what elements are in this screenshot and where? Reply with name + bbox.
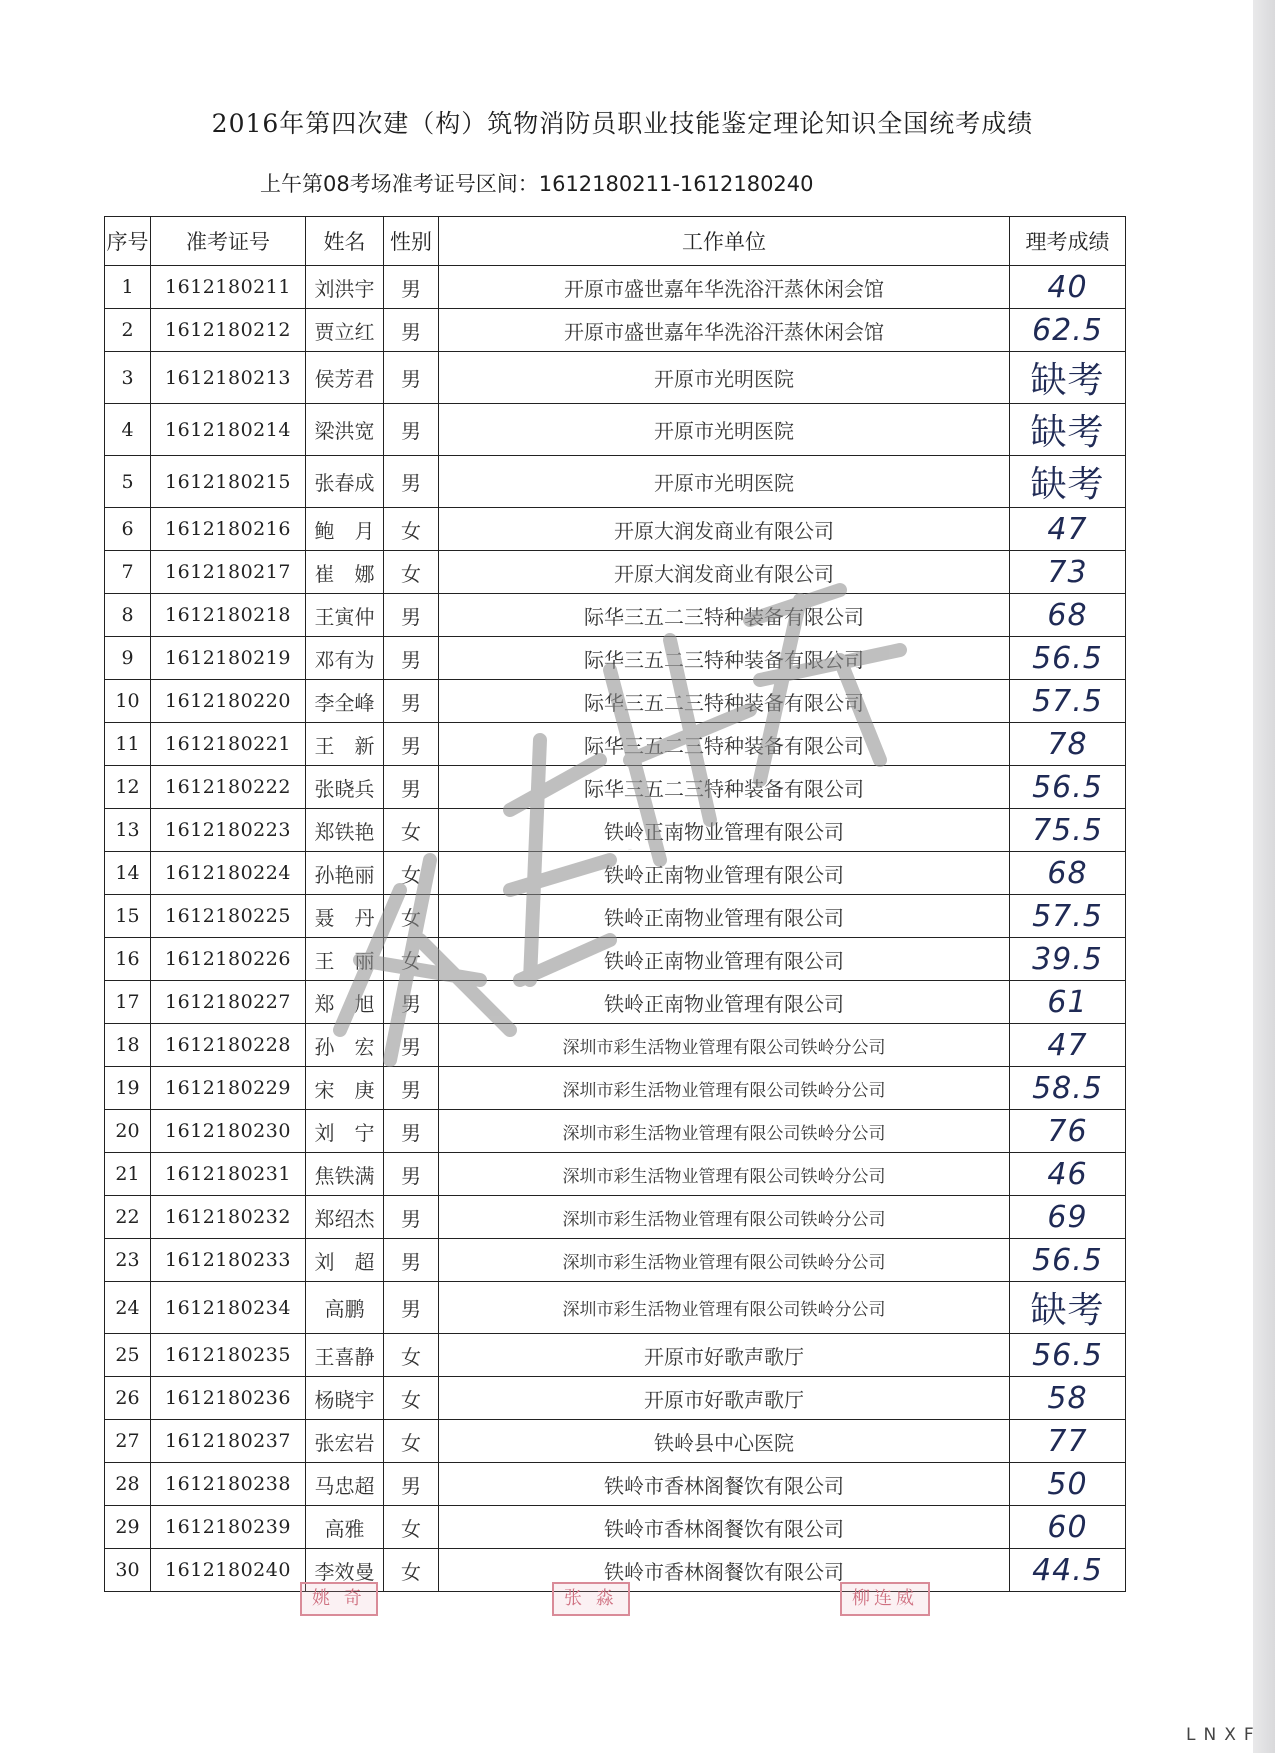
unit-cell: 铁岭县中心医院 [439, 1420, 1010, 1463]
score-cell: 61 [1010, 981, 1126, 1024]
scores-table [104, 216, 1126, 1592]
score-cell: 缺考 [1010, 352, 1126, 404]
table-row [105, 895, 1126, 938]
unit-cell: 深圳市彩生活物业管理有限公司铁岭分公司 [439, 1110, 1010, 1153]
row-number: 28 [105, 1463, 151, 1506]
score-cell: 47 [1010, 1024, 1126, 1067]
table-row [105, 1282, 1126, 1334]
row-number: 15 [105, 895, 151, 938]
row-number: 3 [105, 352, 151, 404]
score-cell: 58 [1010, 1377, 1126, 1420]
unit-cell: 际华三五二三特种装备有限公司 [439, 680, 1010, 723]
gender-cell: 男 [384, 723, 439, 766]
score-cell: 76 [1010, 1110, 1126, 1153]
row-number: 4 [105, 404, 151, 456]
corner-mark: LNXF [1186, 1725, 1262, 1745]
table-row [105, 551, 1126, 594]
exam-id-cell: 1612180222 [151, 766, 306, 809]
score-cell: 77 [1010, 1420, 1126, 1463]
row-number: 27 [105, 1420, 151, 1463]
exam-id-cell: 1612180214 [151, 404, 306, 456]
name-cell: 焦铁满 [306, 1153, 384, 1196]
name-cell: 马忠超 [306, 1463, 384, 1506]
table-row [105, 981, 1126, 1024]
gender-cell: 男 [384, 1110, 439, 1153]
row-number: 12 [105, 766, 151, 809]
table-row [105, 1239, 1126, 1282]
gender-cell: 女 [384, 938, 439, 981]
name-cell: 侯芳君 [306, 352, 384, 404]
unit-cell: 铁岭正南物业管理有限公司 [439, 981, 1010, 1024]
gender-cell: 女 [384, 895, 439, 938]
unit-cell: 铁岭市香林阁餐饮有限公司 [439, 1549, 1010, 1592]
table-row [105, 680, 1126, 723]
gender-cell: 男 [384, 594, 439, 637]
name-cell: 孙 宏 [306, 1024, 384, 1067]
name-cell: 王喜静 [306, 1334, 384, 1377]
score-cell: 60 [1010, 1506, 1126, 1549]
stamp-2: 张 淼 [552, 1582, 630, 1616]
exam-id-cell: 1612180224 [151, 852, 306, 895]
exam-id-cell: 1612180230 [151, 1110, 306, 1153]
table-row [105, 852, 1126, 895]
table-row [105, 1420, 1126, 1463]
unit-cell: 开原市光明医院 [439, 352, 1010, 404]
name-cell: 高鹏 [306, 1282, 384, 1334]
unit-cell: 深圳市彩生活物业管理有限公司铁岭分公司 [439, 1196, 1010, 1239]
name-cell: 李效曼 [306, 1549, 384, 1592]
unit-cell: 铁岭正南物业管理有限公司 [439, 852, 1010, 895]
name-cell: 贾立红 [306, 309, 384, 352]
row-number: 10 [105, 680, 151, 723]
name-cell: 梁洪宽 [306, 404, 384, 456]
score-cell: 56.5 [1010, 1334, 1126, 1377]
exam-id-cell: 1612180228 [151, 1024, 306, 1067]
name-cell: 王寅仲 [306, 594, 384, 637]
unit-cell: 铁岭正南物业管理有限公司 [439, 938, 1010, 981]
score-cell: 56.5 [1010, 1239, 1126, 1282]
exam-room-range: 上午第08考场准考证号区间：1612180211-1612180240 [260, 172, 814, 196]
row-number: 9 [105, 637, 151, 680]
table-row [105, 1110, 1126, 1153]
unit-cell: 铁岭市香林阁餐饮有限公司 [439, 1506, 1010, 1549]
score-cell: 56.5 [1010, 766, 1126, 809]
gender-cell: 女 [384, 852, 439, 895]
gender-cell: 女 [384, 1377, 439, 1420]
gender-cell: 男 [384, 680, 439, 723]
row-number: 17 [105, 981, 151, 1024]
name-cell: 刘 超 [306, 1239, 384, 1282]
row-number: 13 [105, 809, 151, 852]
gender-cell: 男 [384, 1196, 439, 1239]
header-gender: 性别 [384, 217, 439, 266]
score-cell: 39.5 [1010, 938, 1126, 981]
row-number: 24 [105, 1282, 151, 1334]
header-exam-id: 准考证号 [151, 217, 306, 266]
gender-cell: 女 [384, 1549, 439, 1592]
name-cell: 李全峰 [306, 680, 384, 723]
table-row [105, 1196, 1126, 1239]
header-no: 序号 [105, 217, 151, 266]
score-cell: 50 [1010, 1463, 1126, 1506]
table-row [105, 1024, 1126, 1067]
table-row [105, 766, 1126, 809]
table-row [105, 723, 1126, 766]
gender-cell: 男 [384, 266, 439, 309]
unit-cell: 深圳市彩生活物业管理有限公司铁岭分公司 [439, 1067, 1010, 1110]
score-cell: 40 [1010, 266, 1126, 309]
unit-cell: 开原市盛世嘉年华洗浴汗蒸休闲会馆 [439, 266, 1010, 309]
gender-cell: 男 [384, 981, 439, 1024]
score-cell: 46 [1010, 1153, 1126, 1196]
name-cell: 王 新 [306, 723, 384, 766]
header-score: 理考成绩 [1010, 217, 1126, 266]
exam-id-cell: 1612180227 [151, 981, 306, 1024]
row-number: 30 [105, 1549, 151, 1592]
row-number: 20 [105, 1110, 151, 1153]
row-number: 7 [105, 551, 151, 594]
scan-edge [1253, 0, 1275, 1753]
gender-cell: 男 [384, 309, 439, 352]
gender-cell: 男 [384, 456, 439, 508]
exam-id-cell: 1612180223 [151, 809, 306, 852]
stamp-1: 姚 奇 [300, 1582, 378, 1616]
score-cell: 47 [1010, 508, 1126, 551]
name-cell: 张宏岩 [306, 1420, 384, 1463]
exam-id-cell: 1612180211 [151, 266, 306, 309]
unit-cell: 开原大润发商业有限公司 [439, 508, 1010, 551]
gender-cell: 男 [384, 1463, 439, 1506]
exam-id-cell: 1612180232 [151, 1196, 306, 1239]
score-cell: 78 [1010, 723, 1126, 766]
gender-cell: 男 [384, 637, 439, 680]
name-cell: 邓有为 [306, 637, 384, 680]
name-cell: 王 丽 [306, 938, 384, 981]
row-number: 18 [105, 1024, 151, 1067]
gender-cell: 男 [384, 352, 439, 404]
row-number: 22 [105, 1196, 151, 1239]
name-cell: 宋 庚 [306, 1067, 384, 1110]
table-row [105, 938, 1126, 981]
row-number: 21 [105, 1153, 151, 1196]
unit-cell: 际华三五二三特种装备有限公司 [439, 594, 1010, 637]
page-title: 2016年第四次建（构）筑物消防员职业技能鉴定理论知识全国统考成绩 [211, 109, 1034, 138]
score-cell: 68 [1010, 852, 1126, 895]
name-cell: 郑铁艳 [306, 809, 384, 852]
table-header-row [105, 217, 1126, 266]
watermark-text: 第八考 [628, 850, 632, 851]
exam-id-cell: 1612180217 [151, 551, 306, 594]
unit-cell: 际华三五二三特种装备有限公司 [439, 723, 1010, 766]
row-number: 11 [105, 723, 151, 766]
unit-cell: 开原市光明医院 [439, 404, 1010, 456]
exam-id-cell: 1612180231 [151, 1153, 306, 1196]
exam-id-cell: 1612180229 [151, 1067, 306, 1110]
unit-cell: 开原大润发商业有限公司 [439, 551, 1010, 594]
unit-cell: 铁岭市香林阁餐饮有限公司 [439, 1463, 1010, 1506]
table-row [105, 266, 1126, 309]
row-number: 26 [105, 1377, 151, 1420]
exam-id-cell: 1612180219 [151, 637, 306, 680]
table-row [105, 508, 1126, 551]
signature-stamps [0, 1582, 1275, 1622]
score-cell: 57.5 [1010, 895, 1126, 938]
stamp-3: 柳连威 [840, 1582, 930, 1616]
row-number: 16 [105, 938, 151, 981]
table-row [105, 637, 1126, 680]
exam-id-cell: 1612180212 [151, 309, 306, 352]
exam-id-cell: 1612180238 [151, 1463, 306, 1506]
exam-id-cell: 1612180225 [151, 895, 306, 938]
row-number: 19 [105, 1067, 151, 1110]
exam-id-cell: 1612180226 [151, 938, 306, 981]
unit-cell: 开原市光明医院 [439, 456, 1010, 508]
unit-cell: 深圳市彩生活物业管理有限公司铁岭分公司 [439, 1282, 1010, 1334]
name-cell: 郑绍杰 [306, 1196, 384, 1239]
table-row [105, 309, 1126, 352]
unit-cell: 开原市好歌声歌厅 [439, 1334, 1010, 1377]
gender-cell: 女 [384, 1420, 439, 1463]
unit-cell: 铁岭正南物业管理有限公司 [439, 895, 1010, 938]
row-number: 1 [105, 266, 151, 309]
gender-cell: 男 [384, 1067, 439, 1110]
table-row [105, 1506, 1126, 1549]
exam-id-cell: 1612180216 [151, 508, 306, 551]
table-row [105, 594, 1126, 637]
exam-id-cell: 1612180237 [151, 1420, 306, 1463]
name-cell: 刘 宁 [306, 1110, 384, 1153]
name-cell: 张晓兵 [306, 766, 384, 809]
score-cell: 68 [1010, 594, 1126, 637]
exam-id-cell: 1612180221 [151, 723, 306, 766]
score-cell: 73 [1010, 551, 1126, 594]
unit-cell: 开原市盛世嘉年华洗浴汗蒸休闲会馆 [439, 309, 1010, 352]
name-cell: 聂 丹 [306, 895, 384, 938]
exam-id-cell: 1612180215 [151, 456, 306, 508]
row-number: 5 [105, 456, 151, 508]
gender-cell: 男 [384, 766, 439, 809]
row-number: 6 [105, 508, 151, 551]
gender-cell: 女 [384, 508, 439, 551]
exam-id-cell: 1612180234 [151, 1282, 306, 1334]
gender-cell: 女 [384, 1506, 439, 1549]
gender-cell: 女 [384, 809, 439, 852]
score-cell: 58.5 [1010, 1067, 1126, 1110]
table-row [105, 1463, 1126, 1506]
row-number: 8 [105, 594, 151, 637]
name-cell: 杨晓宇 [306, 1377, 384, 1420]
name-cell: 郑 旭 [306, 981, 384, 1024]
table-row [105, 456, 1126, 508]
name-cell: 鲍 月 [306, 508, 384, 551]
unit-cell: 深圳市彩生活物业管理有限公司铁岭分公司 [439, 1239, 1010, 1282]
name-cell: 高雅 [306, 1506, 384, 1549]
gender-cell: 男 [384, 404, 439, 456]
unit-cell: 际华三五二三特种装备有限公司 [439, 766, 1010, 809]
exam-id-cell: 1612180239 [151, 1506, 306, 1549]
score-cell: 缺考 [1010, 1282, 1126, 1334]
unit-cell: 深圳市彩生活物业管理有限公司铁岭分公司 [439, 1024, 1010, 1067]
header-unit: 工作单位 [439, 217, 1010, 266]
gender-cell: 男 [384, 1153, 439, 1196]
gender-cell: 男 [384, 1282, 439, 1334]
table-row [105, 1377, 1126, 1420]
table-body [105, 266, 1126, 1592]
exam-id-cell: 1612180218 [151, 594, 306, 637]
header-name: 姓名 [306, 217, 384, 266]
exam-id-cell: 1612180213 [151, 352, 306, 404]
unit-cell: 开原市好歌声歌厅 [439, 1377, 1010, 1420]
row-number: 14 [105, 852, 151, 895]
name-cell: 张春成 [306, 456, 384, 508]
name-cell: 刘洪宇 [306, 266, 384, 309]
table-row [105, 1153, 1126, 1196]
name-cell: 孙艳丽 [306, 852, 384, 895]
score-cell: 44.5 [1010, 1549, 1126, 1592]
gender-cell: 男 [384, 1024, 439, 1067]
table-row [105, 1067, 1126, 1110]
exam-id-cell: 1612180235 [151, 1334, 306, 1377]
score-cell: 75.5 [1010, 809, 1126, 852]
score-cell: 缺考 [1010, 456, 1126, 508]
exam-id-cell: 1612180236 [151, 1377, 306, 1420]
row-number: 29 [105, 1506, 151, 1549]
unit-cell: 际华三五二三特种装备有限公司 [439, 637, 1010, 680]
score-cell: 57.5 [1010, 680, 1126, 723]
exam-id-cell: 1612180240 [151, 1549, 306, 1592]
exam-id-cell: 1612180220 [151, 680, 306, 723]
score-cell: 69 [1010, 1196, 1126, 1239]
row-number: 23 [105, 1239, 151, 1282]
gender-cell: 女 [384, 551, 439, 594]
table-row [105, 1334, 1126, 1377]
unit-cell: 铁岭正南物业管理有限公司 [439, 809, 1010, 852]
table-row [105, 809, 1126, 852]
score-cell: 缺考 [1010, 404, 1126, 456]
unit-cell: 深圳市彩生活物业管理有限公司铁岭分公司 [439, 1153, 1010, 1196]
score-cell: 62.5 [1010, 309, 1126, 352]
gender-cell: 女 [384, 1334, 439, 1377]
row-number: 2 [105, 309, 151, 352]
score-cell: 56.5 [1010, 637, 1126, 680]
table-row [105, 404, 1126, 456]
gender-cell: 男 [384, 1239, 439, 1282]
row-number: 25 [105, 1334, 151, 1377]
table-row [105, 352, 1126, 404]
exam-id-cell: 1612180233 [151, 1239, 306, 1282]
name-cell: 崔 娜 [306, 551, 384, 594]
